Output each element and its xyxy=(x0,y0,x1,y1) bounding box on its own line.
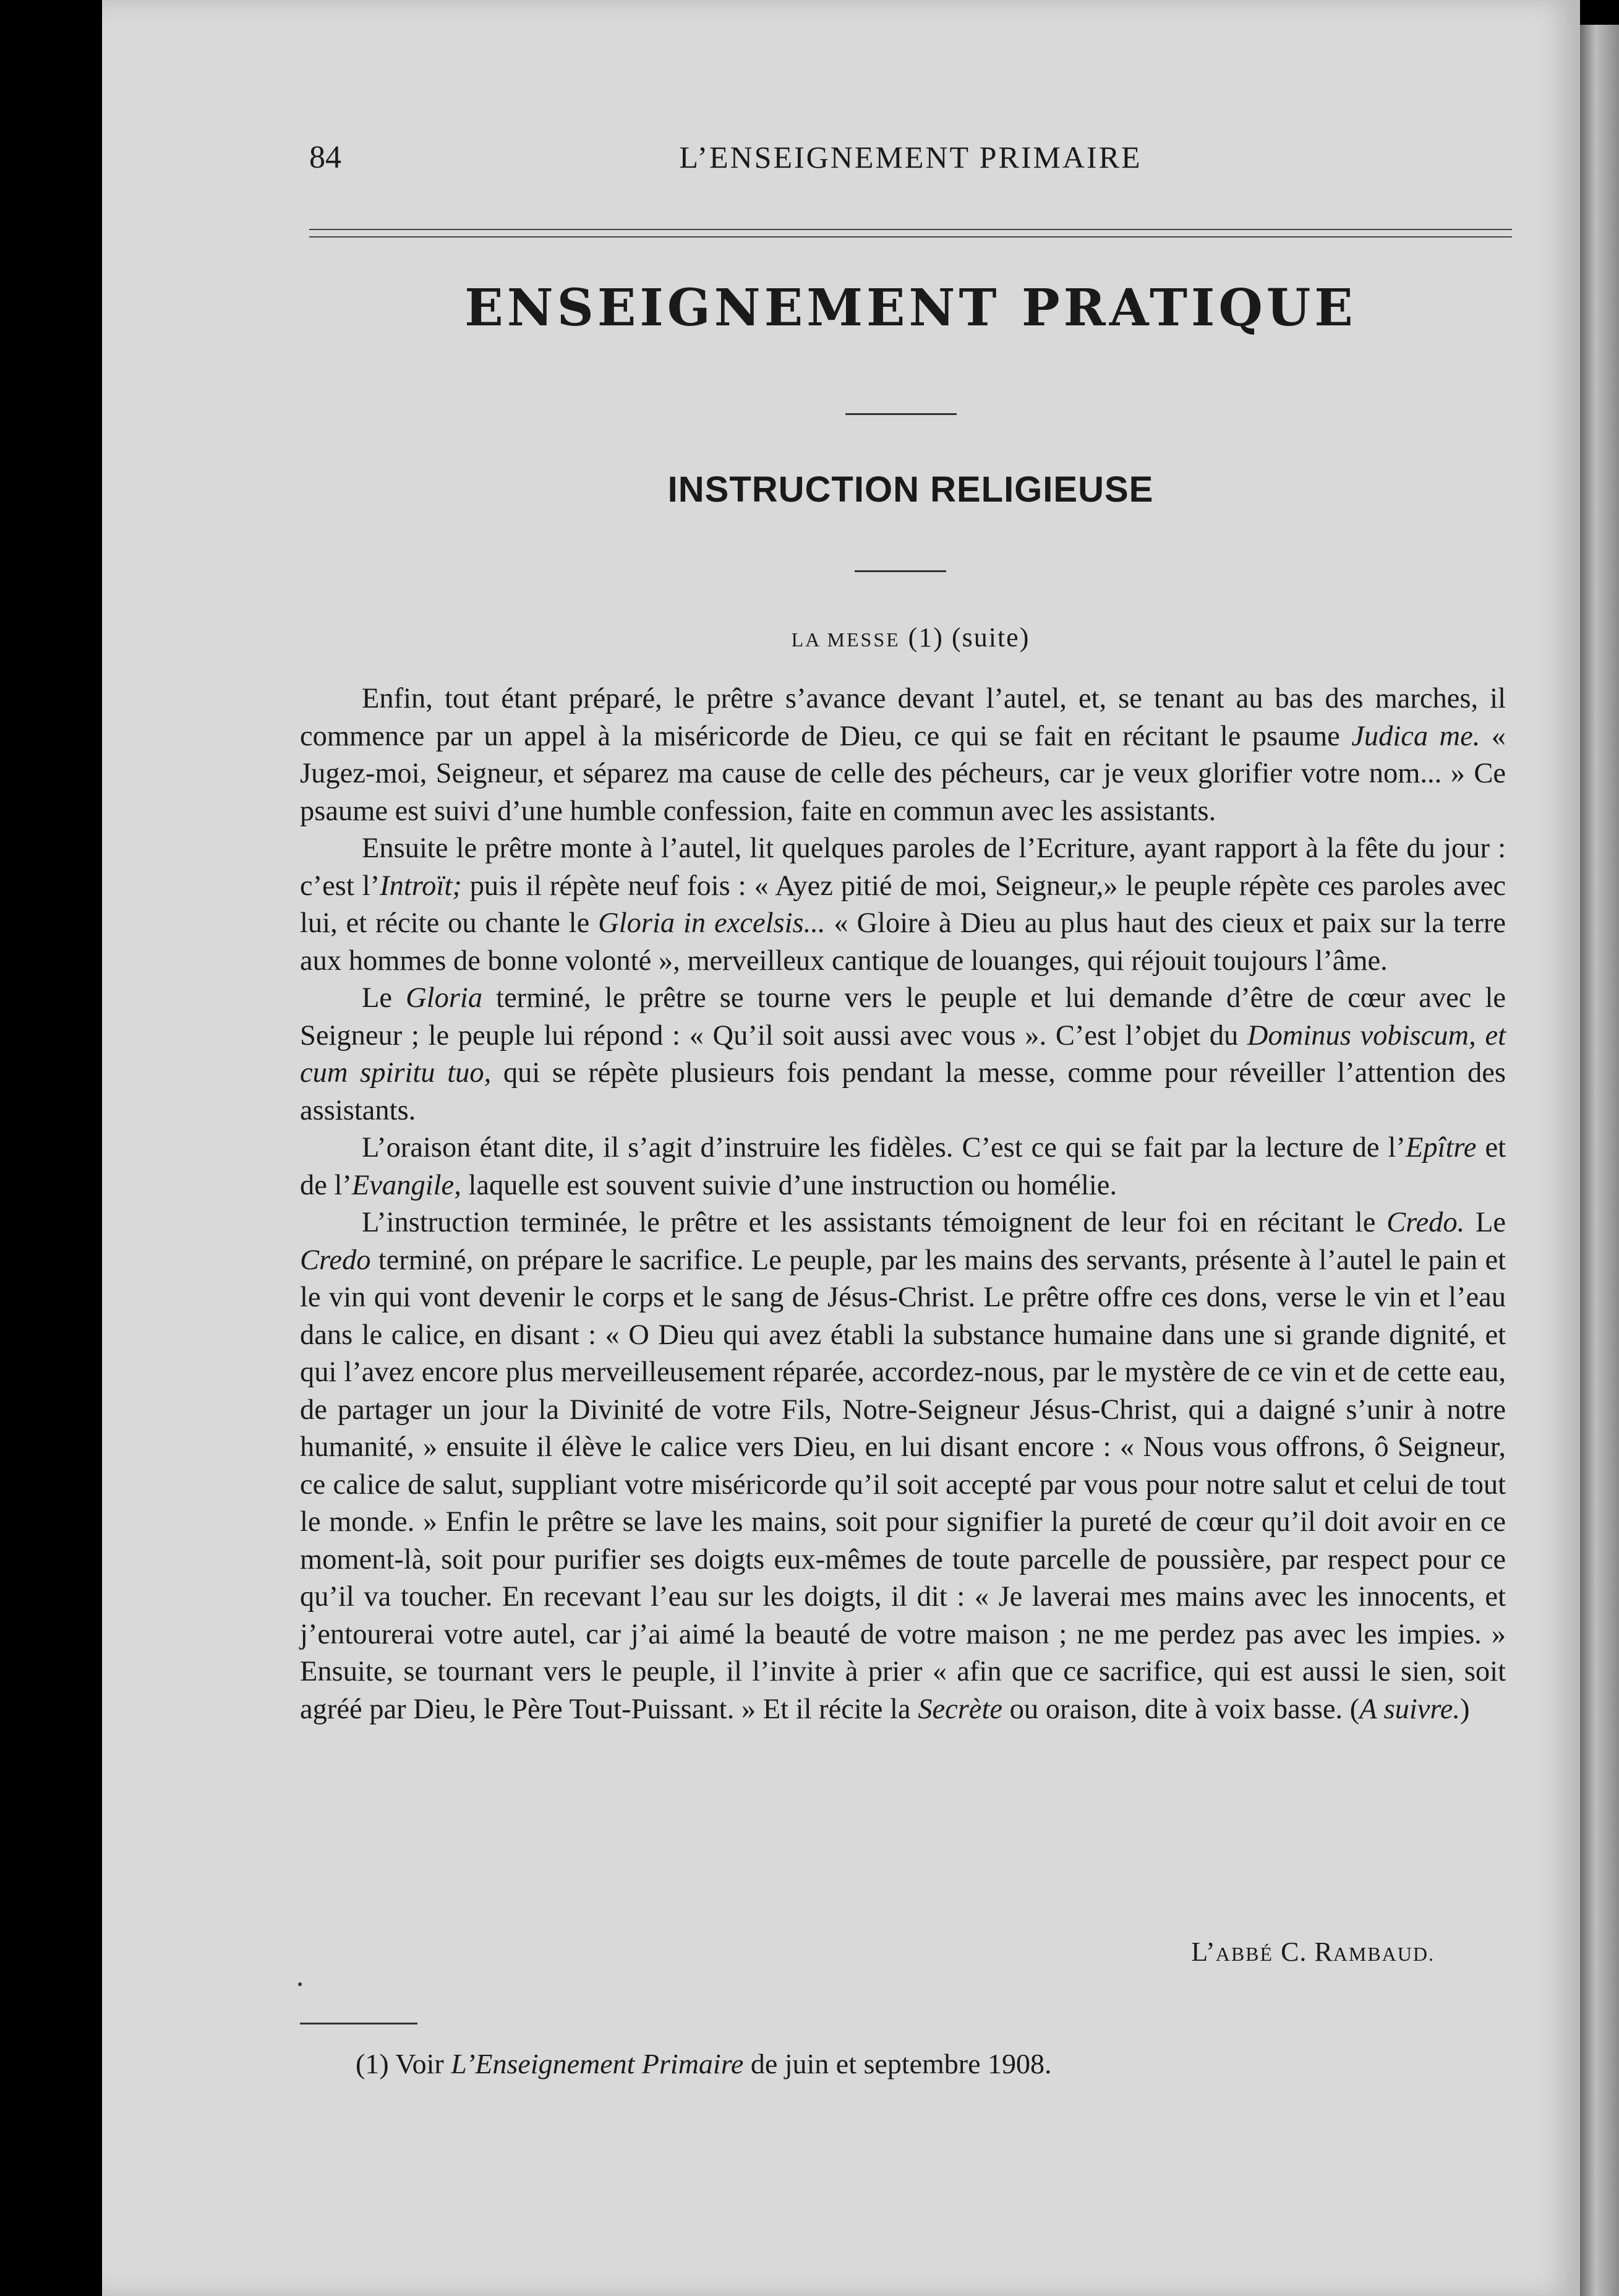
page-header xyxy=(309,139,1512,182)
title-rule xyxy=(845,413,957,415)
text-run: L’instruction terminée, le prêtre et les assistants témoignent de leur foi en récitant le xyxy=(362,1207,1387,1238)
footnote-after: de juin et septembre 1908. xyxy=(743,2048,1052,2080)
paragraph xyxy=(300,680,1506,830)
italic-run: Credo. xyxy=(1386,1207,1465,1238)
italic-run: Secrète xyxy=(918,1693,1003,1725)
italic-run: Epître xyxy=(1405,1132,1477,1163)
paragraph xyxy=(300,830,1506,980)
paragraph xyxy=(300,980,1506,1129)
italic-run: Judica me. xyxy=(1351,720,1480,752)
italic-run: Introït; xyxy=(380,870,462,902)
text-run: ou oraison, dite à voix basse. ( xyxy=(1002,1693,1360,1725)
book-spine-edge xyxy=(1580,25,1619,2296)
text-run: terminé, le prêtre se tourne vers le peuple et lui demande d’être de cœur avec le Seigneur ; le peuple lui répond : « Qu’il soit aussi avec vous ». C’est l’objet du xyxy=(300,982,1506,1052)
text-run: terminé, on prépare le sacrifice. Le peuple, par les mains des servants, présente à l’autel le pain et le vin qui vont devenir le corps et le sang de Jésus-Christ. Le prêtre offre ces dons, verse le vin et l’eau dans le calice, en disant : « O Dieu qui avez établi la substance humaine dans une si grande dignité, et qui l’avez encore plus merveilleusement réparée, accordez-nous, par le mystère de ce vin et de cette eau, de partager un jour la Divinité de votre Fils, Notre-Seigneur Jésus-Christ, qui a daigné s’unir à notre humanité, » ensuite il élève le calice vers Dieu, en lui disant encore : « Nous vous offrons, ô Seigneur, ce calice de salut, suppliant votre miséricorde qu’il soit accepté par vous pour notre salut et celui de tout le monde. » Enfin le prêtre se lave les mains, soit pour signifier la pureté de cœur qu’il doit avoir en ce moment-là, soit pour purifier ses doigts eux-mêmes de toute parcelle de poussière, par respect pour ce qu’il va toucher. En recevant l’eau sur les doigts, il dit : « Je laverai mes mains avec les innocents, et j’entourerai votre autel, car j’ai aimé la beauté de votre maison ; ne me perdez pas avec les impies. » Ensuite, se tournant vers le peuple, il l’invite à prier « afin que ce sacrifice, qui est aussi le sien, soit agréé par Dieu, le Père Tout-Puissant. » Et il récite la xyxy=(300,1244,1506,1725)
signature-smallcaps-1: ABBÉ xyxy=(1215,1943,1274,1965)
italic-run: Credo xyxy=(300,1244,371,1276)
text-run: L’oraison étant dite, il s’agit d’instruire les fidèles. C’est ce qui se fait par la lecture de l’ xyxy=(362,1132,1406,1163)
paragraph xyxy=(300,1204,1506,1728)
section-title: INSTRUCTION RELIGIEUSE xyxy=(667,469,1154,510)
text-run: ) xyxy=(1460,1693,1470,1725)
text-run: et de l’ xyxy=(300,1132,1506,1201)
subheading-rest: (1) (suite) xyxy=(900,622,1030,653)
paragraph xyxy=(300,1129,1506,1204)
footnote-before: Voir xyxy=(388,2048,451,2080)
section-rule xyxy=(855,570,946,572)
page-number: 84 xyxy=(309,140,341,175)
article-body xyxy=(300,680,1506,1728)
signature-prefix: L’ xyxy=(1191,1937,1216,1967)
italic-run: Gloria xyxy=(406,982,483,1014)
text-run: « Gloire à Dieu au plus haut des cieux et paix sur la terre aux hommes de bonne volonté », merveilleux cantique de louanges, qui réjouit toujours l’âme. xyxy=(300,907,1506,977)
subheading-smallcaps: LA MESSE xyxy=(791,628,900,651)
header-double-rule xyxy=(309,229,1512,238)
article-subheading xyxy=(309,622,1512,653)
print-speck xyxy=(298,1982,302,1986)
signature-smallcaps-2: AMBAUD. xyxy=(1333,1943,1435,1965)
text-run: laquelle est souvent suivie d’une instruction ou homélie. xyxy=(461,1169,1117,1201)
signature-middle: C. R xyxy=(1273,1937,1333,1967)
footnote-italic: L’Enseignement Primaire xyxy=(451,2048,744,2080)
footnote-rule xyxy=(300,2023,417,2024)
footnote-marker: (1) xyxy=(356,2048,389,2080)
text-run: qui se répète plusieurs fois pendant la messe, comme pour réveiller l’attention des assistants. xyxy=(300,1057,1506,1126)
text-run: Enfin, tout étant préparé, le prêtre s’avance devant l’autel, et, se tenant au bas des marches, il commence par un appel à la miséricorde de Dieu, ce qui se fait en récitant le psaume xyxy=(300,683,1506,752)
italic-run: Evangile, xyxy=(351,1169,461,1201)
main-title: ENSEIGNEMENT PRATIQUE xyxy=(464,278,1357,338)
running-head: L’ENSEIGNEMENT PRIMAIRE xyxy=(679,140,1142,174)
text-run: « Jugez-moi, Seigneur, et séparez ma cause de celle des pécheurs, car je veux glorifier votre nom... » Ce psaume est suivi d’une humble confession, faite en commun avec les assistants. xyxy=(300,720,1506,827)
footnote xyxy=(356,2047,1469,2080)
text-run: Le xyxy=(1464,1207,1506,1238)
text-run: Ensuite le prêtre monte à l’autel, lit quelques paroles de l’Ecriture, ayant rapport à la fête du jour : c’est l’ xyxy=(300,833,1506,902)
text-run: Le xyxy=(362,982,406,1014)
author-signature xyxy=(309,1936,1435,1968)
italic-run: A suivre. xyxy=(1359,1693,1461,1725)
italic-run: Dominus vobiscum, et cum spiritu tuo, xyxy=(300,1019,1506,1089)
italic-run: Gloria in excelsis... xyxy=(598,907,826,939)
text-run: puis il répète neuf fois : « Ayez pitié de moi, Seigneur,» le peuple répète ces paroles avec lui, et récite ou chante le xyxy=(300,870,1506,939)
